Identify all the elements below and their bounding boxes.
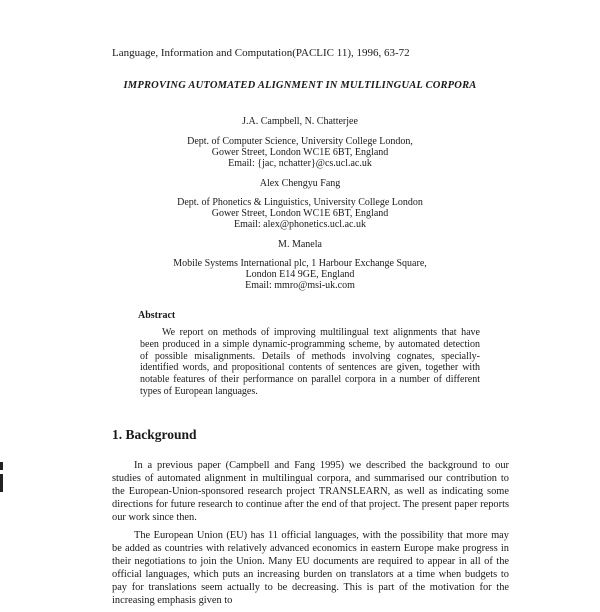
author-names-3: M. Manela <box>278 239 322 250</box>
abstract-heading: Abstract <box>138 310 176 321</box>
affiliation-line: Dept. of Phonetics & Linguistics, University College London <box>177 197 423 208</box>
abstract-body <box>140 327 480 398</box>
affiliation-line: Gower Street, London WC1E 6BT, England <box>211 147 389 158</box>
abstract-paragraph: We report on methods of improving multilingual text alignments that have been produced in a simple dynamic-programming scheme, by automated detection of possible misalignments. Details of methods involving cognates, specially-identified words, and propositional contents of sentences are given, together with notable features of their performance on parallel corpora in a number of different types of European languages. <box>140 327 480 397</box>
body-paragraph: In a previous paper (Campbell and Fang 1995) we described the background to our studies of automated alignment in multilingual corpora, and summarised our contribution to the European-Union-sponsored research project TRANSLEARN, as well as indicating some directions for future research to continue after the end of that project. The present paper reports our work since then. <box>112 460 509 523</box>
author-names-2: Alex Chengyu Fang <box>259 178 341 189</box>
body-paragraph: The European Union (EU) has 11 official languages, with the possibility that more may be added as countries with relatively advanced economics in eastern Europe make progress in their negotiations to join the Union. Many EU documents are required to appear in all of the official languages, which puts an increasing burden on translators at a time when budgets to pay for translations seem actually to be decreasing. This is part of the motivation for the increasing emphasis given to <box>112 530 509 606</box>
affiliation-line: Dept. of Computer Science, University College London, <box>187 136 413 147</box>
paper-title: IMPROVING AUTOMATED ALIGNMENT IN MULTILINGUAL CORPORA <box>123 80 477 91</box>
section-body <box>112 459 509 612</box>
citation-header: Language, Information and Computation(PACLIC 11), 1996, 63-72 <box>112 47 410 59</box>
affiliation-line: Gower Street, London WC1E 6BT, England <box>211 208 389 219</box>
author-email: Email: alex@phonetics.ucl.ac.uk <box>234 219 366 230</box>
affiliation-line: Mobile Systems International plc, 1 Harbour Exchange Square, <box>173 258 427 269</box>
margin-mark <box>0 474 3 492</box>
affiliation-line: London E14 9GE, England <box>245 269 355 280</box>
section-heading: 1. Background <box>112 427 197 442</box>
margin-mark <box>0 462 3 470</box>
author-names-1: J.A. Campbell, N. Chatterjee <box>242 116 358 127</box>
author-email: Email: mmro@msi-uk.com <box>245 280 355 291</box>
author-email: Email: {jac, nchatter}@cs.ucl.ac.uk <box>228 158 372 169</box>
